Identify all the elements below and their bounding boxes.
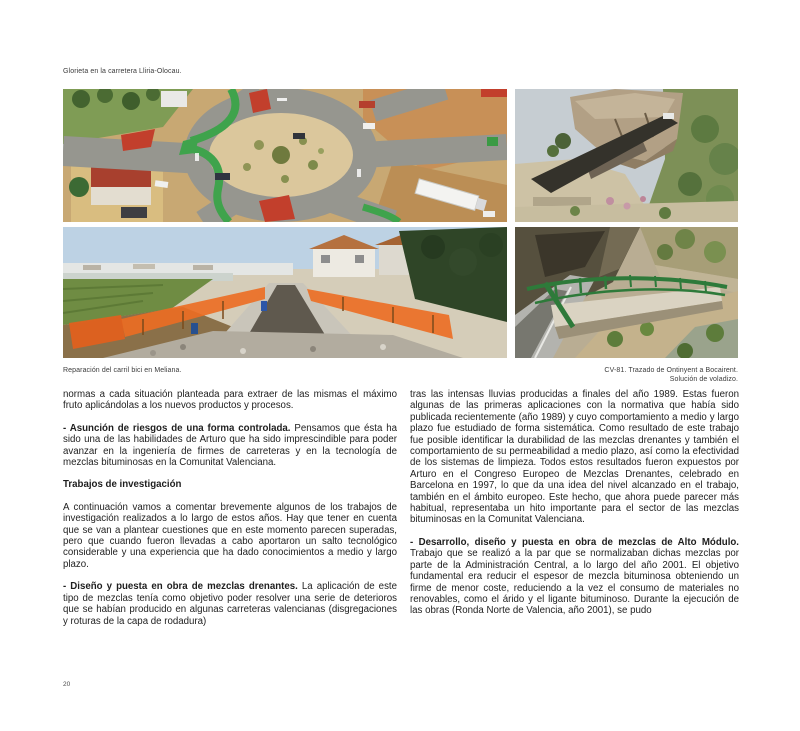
article-column-left	[63, 389, 397, 638]
roundabout-aerial-photo	[63, 89, 507, 222]
paragraph-lead-bold: - Diseño y puesta en obra de mezclas drenantes.	[63, 581, 298, 593]
photo-caption-bottom-right-line2: Solución de voladizo.	[669, 376, 738, 383]
section-heading: Trabajos de investigación	[63, 479, 182, 491]
photo-caption-bottom-left: Reparación del carril bici en Meliana.	[63, 367, 182, 374]
cliff-cantilever-illustration	[515, 89, 738, 222]
page-number: 20	[63, 681, 71, 688]
green-railing-bridge-illustration	[515, 227, 738, 358]
article-column-right	[410, 389, 739, 628]
bike-lane-works-photo	[63, 227, 507, 358]
body-paragraph: - Diseño y puesta en obra de mezclas drenantes. La aplicación de este tipo de mezclas tenía como objetivo poder resolver una serie de deterioros que se habían producido en algunas carreteras valencianas (disgregaciones y roturas de la capa de rodadura)	[63, 581, 397, 627]
body-paragraph: normas a cada situación planteada para extraer de las mismas el máximo fruto aplicándolas a los nuevos productos y procesos.	[63, 389, 397, 412]
photo-caption-top: Glorieta en la carretera Lliria-Olocau.	[63, 68, 182, 75]
photo-caption-bottom-right	[604, 366, 738, 384]
roundabout-aerial-illustration	[63, 89, 507, 222]
green-railing-bridge-photo	[515, 227, 738, 358]
paragraph-lead-bold: - Asunción de riesgos de una forma controlada.	[63, 422, 291, 434]
bike-lane-works-illustration	[63, 227, 507, 358]
body-paragraph: - Desarrollo, diseño y puesta en obra de mezclas de Alto Módulo. Trabajo que se realizó a la par que se normalizaban dichas mezclas por parte de la Administración Central, a lo largo del año 2001. El objetivo fundamental era reducir el espesor de mezcla bituminosa obteniendo un firme de menor coste, reduciendo a la vez el consumo de materiales no renovables, como el árido y el ligante bituminoso. Durante la ejecución de las obras (Ronda Norte de Valencia, año 2001), se pudo	[410, 536, 739, 617]
body-paragraph: A continuación vamos a comentar brevemente algunos de los trabajos de investigación realizados a lo largo de estos años. Hay que tener en cuenta que se van a plantear cuestiones que en este momento parecen superadas, pero que cuando fueron llevadas a cabo aportaron un salto tecnológico considerable y una experiencia que ha dado conocimientos a medio y largo plazo.	[63, 501, 397, 570]
body-paragraph: tras las intensas lluvias producidas a finales del año 1989. Estas fueron algunas de las primeras aplicaciones con la normativa que había sido publicada recientemente (año 1989) y cuyo comportamiento a medio y largo plazo fue estudiado de forma sistemática. Como resultado de este trabajo fue posible identificar la durabilidad de las mezclas drenantes y también el comportamiento de su permeabilidad a medio plazo, así como la efectividad de los sistemas de limpieza. Todos estos resultados fueron expuestos por Arturo en el Congreso Europeo de Mezclas Drenantes, celebrado en Barcelona en 1997, lo que da una idea del nivel alcanzado en el trabajo, también en el ámbito europeo. Este hecho, que ahora puede parecer más habitual, representaba un hito importante para el sector de las mezclas bituminosas en la Comunitat Valenciana.	[410, 389, 739, 526]
body-paragraph: - Asunción de riesgos de una forma controlada. Pensamos que ésta ha sido una de las habilidades de Arturo que ha sido imprescindible para poder avanzar en la ingeniería de firmes de carreteras y en la tecnología de mezclas bituminosas en la Comunitat Valenciana.	[63, 422, 397, 469]
cliff-cantilever-photo	[515, 89, 738, 222]
paragraph-lead-bold: - Desarrollo, diseño y puesta en obra de mezclas de Alto Módulo.	[410, 536, 739, 548]
photo-caption-bottom-right-line1: CV-81. Trazado de Ontinyent a Bocairent.	[604, 367, 738, 374]
